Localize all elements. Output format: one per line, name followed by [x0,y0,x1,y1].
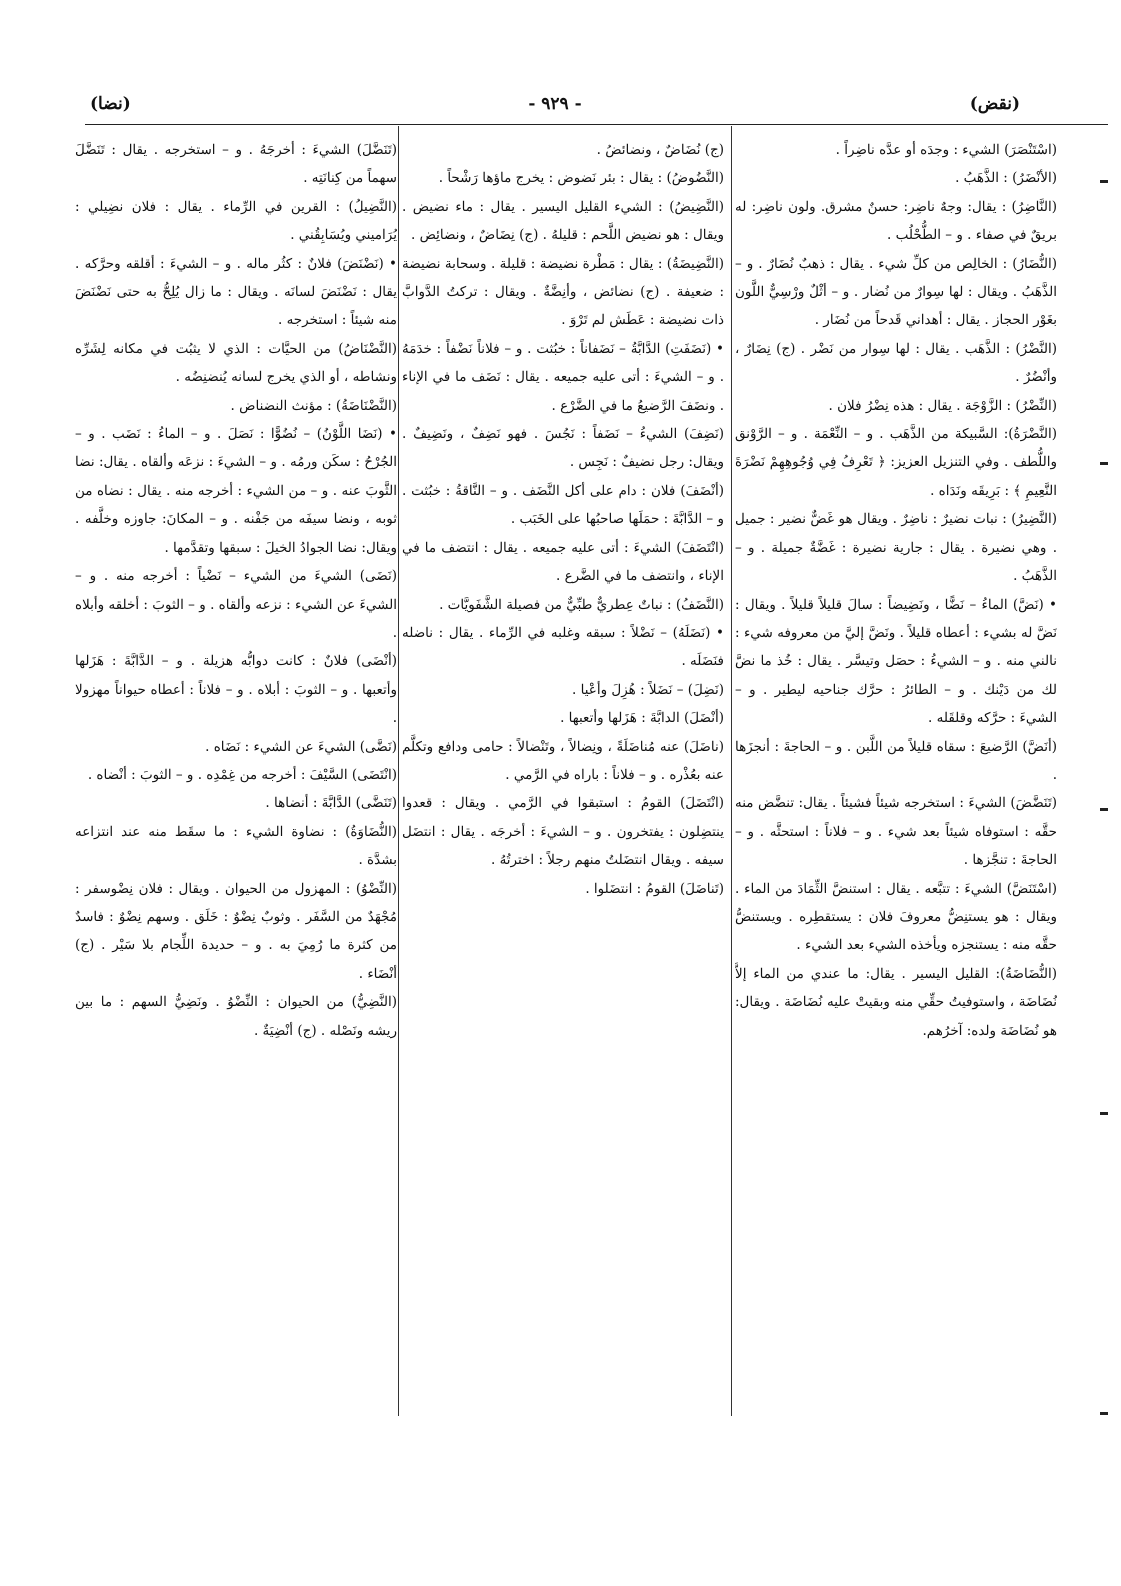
entry: (أنَضَّ) الرَّضيعَ : سقاه قليلاً من اللَّبن . و – الحاجةَ : أنجزَها . [735,738,1057,783]
header-rule [85,124,1108,125]
entry: (تَنَضَّى) الدَّابَّةَ : أنضاها . [265,795,397,812]
entry: (الأنْضَرُ) : الذَّهَبُ . [955,170,1057,187]
entry: (النَّاضِرُ) : يقال: وجهٌ ناضِر: حسنٌ مشرق. ولون ناضِر: له بريقٌ في صفاء . و – الطُّحْلُب . [735,198,1057,244]
entry: (النَّضْنَاضَةُ) : مؤنث النضناض . [230,397,397,414]
entry: (نَضَّى) الشيءَ عن الشيء : نَضَاه . [205,738,397,755]
entry: (أنْضَفَ) فلان : دام على أكل النَّضَف . و – النَّاقةُ : خبُثت . و – الدَّابَّةَ : حمَلَها صاحبُها على الخَبَب . [402,482,724,528]
entry: (النِّضْرُ) : الزَّوْجَة . يقال : هذه نِضْرُ فلان . [828,397,1057,414]
entry: • (نَضَلَهُ) – نَضْلاً : سبقه وغلبه في الرِّماء . يقال : ناضله فنَضَلَه . [402,624,724,670]
entry: (النَّضِيلُ) : القرين في الرِّماء . يقال : فلان نضِيلي : يُرَاميني ويُسَابِقُني . [75,198,397,244]
entry: (تَناضَلَ) القومُ : انتضَلوا . [585,880,724,897]
column-left [75,136,397,1426]
entry: (نَضِفَ) الشيءُ – نَضَفاً : نَجُسَ . فهو نَضِفٌ ، ونَضِيفٌ . ويقال: رجل نضيفٌ : نَجِس . [402,426,724,471]
entry: (النُّضَاوَةُ) : نضاوة الشيء : ما سقَط منه عند انتزاعه بشدَّة . [75,823,397,869]
entry: (النَّضِيُّ) من الحيوان : النِّضْوُ . ونَضِيُّ السهم : ما بين ريشه ونَصْله . (ج) أنْضِيَةٌ . [75,994,397,1039]
page-header [90,88,1020,124]
column-divider [398,126,399,1416]
margin-mark [1100,462,1108,465]
entry: • (نَضَفَتِ) الدَّابَّةُ – نَضَفاناً : خبُثت . و – فلاناً نَضْفاً : خدَمَهُ . و – الشيءَ : أتى عليه جميعه . يقال : نَضَف ما في الإناء . ونضَفَ الرَّضيعُ ما في الضَّرْع . [402,340,724,414]
entry: • (نَضَّ) الماءُ – نَضًّا ، ونَضِيضاً : سالَ قليلاً قليلاً . ويقال : نَضَّ له بشيء : أعطاه قليلاً . ونَضَّ إليَّ من معروفه شيء : نالني منه . و – الشيءُ : حصَل وتيسَّر . يقال : خُذ ما نضَّ لك من دَيْنك . و – الطائرُ : حرَّك جناحيه ليطير . و – الشيءَ : حرَّكه وقلقَله . [735,596,1057,727]
entry: (النَّضِيضَةُ) : يقال : مَطْرة نضيضة : قليلة . وسحابة نضيضة : ضعيفة . (ج) نضائض ، وأنِضَّةٌ . ويقال : تركتُ الدَّوابَّ ذات نضيضة : عَطَش لم تَرْوَ . [402,255,724,329]
entry: (ناضَلَ) عنه مُناضَلَةً ، ونِضالاً ، وتَنْضالاً : حامى ودافع وتكلَّم عنه بعُذْره . و – فلاناً : باراه في الرَّمي . [402,738,724,783]
entry: (النَّضْرُ) : الذَّهَب . يقال : لها سِوار من نَضْر . (ج) نِضَارٌ ، وأنْضُرٌ . [735,340,1057,386]
column-right [735,136,1057,1426]
entry: (نَضَى) الشيءَ من الشيء – نَضْياً : أخرجه منه . و – الشيءَ عن الشيء : نزعه وألقاه . و – الثوبَ : أخلقه وأبلاه . [75,568,397,641]
entry: (النُّضَاضَةُ): القليل اليسير . يقال: ما عندي من الماء إلاَّ نُضَاضَة ، واستوفيتُ حقِّي منه وبقيتْ عليه نُضَاضَة . ويقال: هو نُضَاضَة ولده: آخرُهم. [735,965,1057,1039]
column-divider [731,126,732,1416]
entry: (النَّضِيضُ) : الشيء القليل اليسير . يقال : ماء نضيض . ويقال : هو نضيض اللَّحم : قليلهُ . (ج) نِضَاضٌ ، ونضائِض . [402,198,724,244]
entry: (النَّضْرَةُ): السَّبيكة من الذَّهَب . و – النِّعْمَة . و – الرَّوْنق واللُّطف . وفي التنزيل العزيز: ﴿ تَعْرِفُ فِي وُجُوهِهِمْ نَضْرَةَ النَّعِيمِ ﴾ : بَرِيقَه ونَدَاه . [735,426,1057,499]
entry: (النَّضُوضُ) : يقال : بئر نَضوض : يخرج ماؤها رَشْحاً . [438,170,724,187]
entry: (النِّضْوُ) : المهزول من الحيوان . ويقال : فلان نِضْوسفر : مُجْهَدٌ من السَّفَر . وثوبٌ نِضْوٌ : خَلَق . وسهم نِضْوٌ : فاسدٌ من كثرة ما رُمِيَ به . و – حديدة اللِّجام بلا سَيْر . (ج) أنْضَاء . [75,880,397,982]
header-left-label: (نضا) [90,94,131,114]
entry: • (نَضْنَضَ) فلانٌ : كثُر ماله . و – الشيءَ : أقلقه وحرَّكه . يقال : نَضْنَضَ لسانَه . ويقال : ما زال يُلِحُّ به حتى نَضْنَضَ منه شيئاً : استخرجه . [75,255,397,329]
entry: (أنْضَى) فلانٌ : كانت دوابُّه هزيلة . و – الدَّابَّةَ : هَزَلها وأتعبها . و – الثوبَ : أبلاه . و – فلاناً : أعطاه حيواناً مهزولا . [75,653,397,727]
column-middle [402,136,724,1426]
margin-mark [1100,808,1108,811]
entry: (النَّضْنَاضُ) من الحيَّات : الذي لا يثبُت في مكانه لِشَرِّه ونشاطه ، أو الذي يخرج لسانه يُنضنِضُه . [75,340,397,386]
margin-mark [1100,180,1108,183]
entry: (انْتَضَفَ) الشيءَ : أتى عليه جميعه . يقال : انتضف ما في الإناء ، وانتضف ما في الضَّرع . [402,539,724,585]
entry: (النَّضَفُ) : نباتٌ عِطريٌّ طبِّيٌّ من فصيلة الشَّفَويَّات . [439,596,724,613]
entry: • (نَضَا اللَّوْنُ) – نُضُوًّا : نَصَلَ . و – الماءُ : نَضَب . و – الجُرْحُ : سكَن ورمُه . و – الشيءَ : نزعَه وألقاه . يقال: نضا الثَّوبَ عنه . و – من الشيء : أخرجه منه . يقال : نضاه من ثوبه ، ونضا سيفَه من جَفْنه . و – المكانَ: جاوزه وخلَّفه . ويقال: نضا الجوادُ الخيلَ : سبقها وتقدَّمها . [75,426,397,556]
entry: (أنْضَلَ) الدابَّةَ : هَزَلها وأتعبها . [560,710,724,727]
entry: (نَضِلَ) – نَضَلاً : هُزِلَ وأعْيا . [572,681,724,698]
entry: (تَنَضَّضَ) الشيءَ : استخرجه شيئاً فشيئاً . يقال: تنضَّض منه حقَّه : استوفاه شيئاً بعد شيء . و – فلاناً : استحثَّه . و – الحاجةَ : تنجَّزها . [735,795,1057,869]
entry: (اسْتَنْصَرَ) الشيء : وجدَه أو عدَّه ناضِراً . [835,142,1057,158]
entry: (انْتَضَلَ) القومُ : استبقوا في الرَّمي . ويقال : قعدوا ينتضِلون : يفتخرون . و – الشيءَ : أخرجَه . يقال : انتضَل سيفه . ويقال انتضَلتُ منهم رجلاً : اخترتُهُ . [402,795,724,869]
margin-mark [1100,1112,1108,1115]
entry: (النُّضَارُ) : الخالِص من كلِّ شيء . يقال : ذهبٌ نُضَارٌ . و – الذَّهَبُ . ويقال : لها سِوارٌ من نُضار . و – أثْلٌ ورْسِيٌّ اللَّون بغَوْر الحجاز . يقال : أهداني قَدحاً من نُضَار . [735,255,1057,329]
page-number: - ٩٢٩ - [528,94,582,114]
entry: (انْتَضَى) السَّيْفَ : أخرجه من غِمْدِه . و – الثوبَ : أنْضاه . [87,766,397,783]
header-right-label: (نقض) [969,94,1020,114]
entry: (تَنَضَّلَ) الشيءَ : أخرجَهُ . و – استخرجه . يقال : تَنَضَّلَ سهماً من كِنانَتِه . [75,142,397,187]
entry: (اسْتَنَضَّ) الشيءَ : تتبَّعه . يقال : استنضَّ الثِّمَادَ من الماء . ويقال : هو يستنِضُّ معروفَ فلان : يستقطِره . ويستنضُّ حقَّه منه : يستنجزه ويأخذه الشيء بعد الشيء . [735,880,1057,954]
entry: (النَّضِيرُ) : نبات نضيرٌ : ناضِرٌ . ويقال هو غَضٌّ نضير : جميل . وهي نضيرة . يقال : جارية نضيرة : غَضَّةٌ جميلة . و – الذَّهَبُ . [735,511,1057,585]
margin-mark [1100,1412,1108,1415]
entry: (ج) نُضَاضٌ ، ونضائضُ . [596,142,724,158]
